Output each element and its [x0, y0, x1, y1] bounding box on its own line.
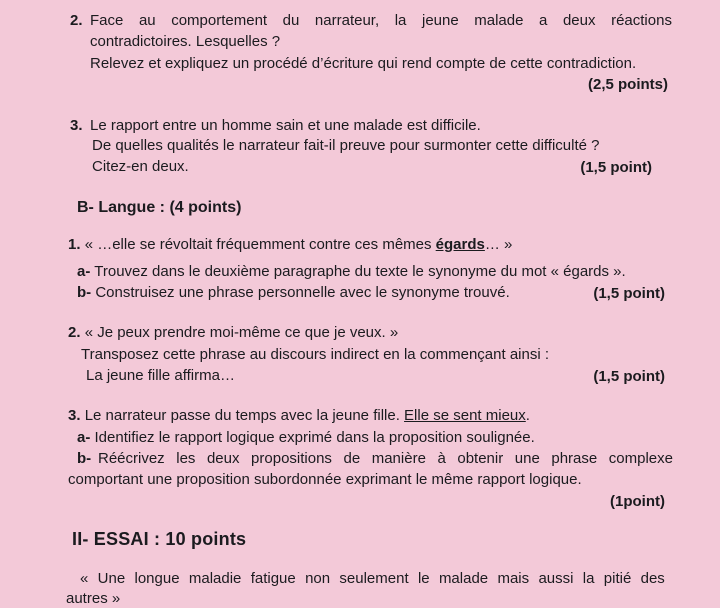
subquestion-text: Identifiez le rapport logique exprimé dans la proposition soulignée.: [94, 429, 535, 446]
word: longue: [134, 570, 180, 587]
question-text: Citez-en deux.: [92, 158, 189, 175]
word: seulement: [339, 570, 409, 587]
question-line: [68, 236, 512, 254]
word: la: [394, 12, 407, 29]
word: narrateur,: [314, 12, 380, 29]
subquestion-b: [77, 450, 91, 468]
word: manière: [371, 450, 426, 467]
points-label: (1,5 point): [593, 368, 665, 385]
word: des: [640, 570, 665, 587]
section-title: II- ESSAI : 10 points: [72, 529, 247, 549]
subquestion-text: Construisez une phrase personnelle avec le synonyme trouvé.: [95, 284, 510, 301]
word: malade: [438, 570, 489, 587]
question-text: contradictoires. Lesquelles ?: [90, 33, 281, 50]
subquestion-label: b-: [77, 284, 92, 301]
question-number: 3.: [70, 117, 83, 134]
question-text: De quelles qualités le narrateur fait-il preuve pour surmonter cette difficulté ?: [92, 137, 600, 154]
subquestion-label: a-: [77, 429, 91, 446]
word: réactions: [611, 12, 672, 29]
word: Une: [97, 570, 126, 587]
question-text: [90, 12, 672, 30]
highlighted-word: égards: [435, 236, 485, 253]
word: la: [582, 570, 595, 587]
word: non: [305, 570, 331, 587]
subquestion-label: a-: [77, 263, 91, 280]
word: une: [514, 450, 540, 467]
word: au: [138, 12, 156, 29]
subquestion-text: comportant une proposition subordonnée exprimant le même rapport logique.: [68, 471, 582, 488]
question-text: Relevez et expliquez un procédé d’écriture qui rend compte de cette contradiction.: [90, 55, 637, 72]
essay-quote: [80, 570, 665, 588]
word: deux: [562, 12, 596, 29]
word: mais: [497, 570, 530, 587]
quote-text: … »: [484, 236, 513, 253]
quote-text: « …elle se révoltait fréquemment contre ces mêmes: [84, 236, 432, 253]
word: propositions: [251, 450, 332, 467]
word: de: [343, 450, 361, 467]
instruction-text: La jeune fille affirma…: [86, 367, 235, 384]
word: malade: [474, 12, 524, 29]
question-number: 2.: [68, 324, 81, 341]
subquestion-b: [77, 284, 510, 302]
points-label: (1,5 point): [593, 285, 665, 302]
question-number: 3.: [68, 407, 81, 424]
subquestion-text: [98, 450, 673, 468]
subquestion-text: Trouvez dans le deuxième paragraphe du texte le synonyme du mot « égards ».: [94, 263, 626, 280]
word: à: [437, 450, 446, 467]
word: le: [417, 570, 430, 587]
word: comportement: [171, 12, 268, 29]
word: phrase: [551, 450, 598, 467]
points-label: (1point): [610, 493, 665, 510]
subquestion-a: [77, 429, 535, 447]
word: Réécrivez: [98, 450, 165, 467]
essay-quote: autres »: [66, 590, 121, 607]
word: maladie: [188, 570, 242, 587]
word: a: [539, 12, 548, 29]
word: obtenir: [457, 450, 504, 467]
question-text: Le rapport entre un homme sain et une malade est difficile.: [90, 117, 481, 134]
word: les: [176, 450, 196, 467]
instruction-text: Transposez cette phrase au discours indirect en la commençant ainsi :: [81, 346, 550, 363]
word: complexe: [608, 450, 673, 467]
underlined-clause: Elle se sent mieux: [404, 407, 526, 424]
word: fatigue: [250, 570, 296, 587]
points-label: (1,5 point): [580, 159, 652, 176]
quote-text: « Je peux prendre moi-même ce que je veux. »: [84, 324, 399, 341]
word: «: [80, 570, 89, 587]
section-title: B- Langue : (4 points): [77, 199, 242, 216]
question-text: Le narrateur passe du temps avec la jeune fille.: [84, 407, 400, 424]
question-number: 2.: [70, 12, 83, 29]
question-number: 1.: [68, 236, 81, 253]
word: aussi: [538, 570, 574, 587]
word: Face: [90, 12, 124, 29]
word: pitié: [603, 570, 632, 587]
word: jeune: [421, 12, 459, 29]
points-label: (2,5 points): [587, 76, 668, 93]
question-line: [68, 324, 398, 342]
subquestion-a: [77, 263, 626, 281]
word: du: [282, 12, 300, 29]
question-line: [68, 407, 530, 425]
punctuation: .: [525, 407, 530, 424]
word: deux: [206, 450, 240, 467]
subquestion-label: b-: [77, 450, 92, 467]
